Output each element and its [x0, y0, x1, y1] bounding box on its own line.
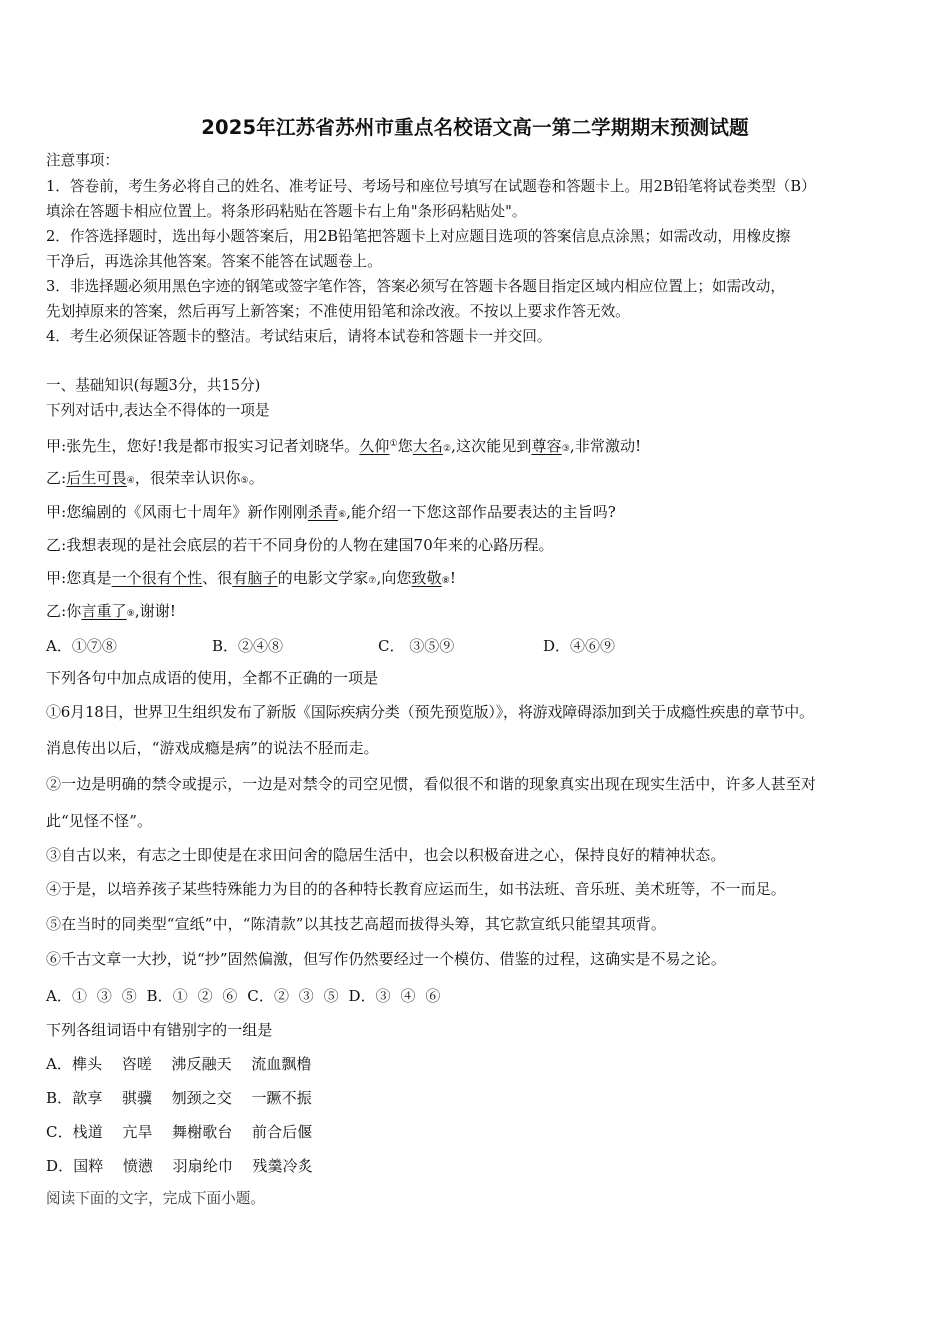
- notice-line: 先划掉原来的答案，然后再写上新答案；不准使用铅笔和涂改液。不按以上要求作答无效。: [46, 303, 630, 320]
- notice-line: 填涂在答题卡相应位置上。将条形码粘贴在答题卡右上角"条形码粘贴处"。: [46, 203, 527, 220]
- option-c: C． ③⑤⑨: [378, 637, 455, 655]
- section-heading: 一、基础知识(每题3分，共15分): [46, 377, 261, 394]
- sentence: ⑥千古文章一大抄，说“抄”固然偏激，但写作仍然要经过一个模仿、借鉴的过程，这确实是不易之论。: [46, 950, 726, 968]
- dialogue-line: 乙:我想表现的是社会底层的若干不同身份的人物在建国70年来的心路历程。: [46, 536, 554, 554]
- sentence: ⑤在当时的同类型“宣纸”中，“陈清款”以其技艺高超而拔得头筹，其它款宣纸只能望其项背。: [46, 915, 666, 933]
- notice-line: 干净后，再选涂其他答案。答案不能答在试题卷上。: [46, 253, 382, 270]
- sentence: 消息传出以后，“游戏成瘾是病”的说法不胫而走。: [46, 739, 379, 757]
- dialogue-line: 乙:后生可畏④，很荣幸认识你⑤。: [46, 469, 264, 487]
- notice-line: 4．考生必须保证答题卡的整洁。考试结束后，请将本试卷和答题卡一并交回。: [46, 328, 552, 345]
- sentence: ①6月18日，世界卫生组织发布了新版《国际疾病分类（预先预览版）》，将游戏障碍添加到关于成瘾性疾患的章节中。: [46, 703, 814, 721]
- word-option: D．国粹 愤懑 羽扇纶巾 残羹冷炙: [46, 1157, 313, 1175]
- word-option: A．榫头 咨嗟 沸反融天 流血飘橹: [46, 1055, 312, 1073]
- dialogue-line: 乙:你言重了⑨,谢谢!: [46, 602, 177, 620]
- option-b: B．②④⑧: [212, 637, 284, 655]
- notice-line: 3．非选择题必须用黑色字迹的钢笔或签字笔作答，答案必须写在答题卡各题目指定区域内相应位置上；如需改动，: [46, 278, 785, 295]
- sentence: ④于是，以培养孩子某些特殊能力为目的的各种特长教育应运而生，如书法班、音乐班、美术班等，不一而足。: [46, 880, 786, 898]
- sentence: 此“见怪不怪”。: [46, 812, 153, 830]
- question-stem: 下列各组词语中有错别字的一组是: [46, 1021, 273, 1039]
- notice-heading: 注意事项：: [46, 152, 119, 169]
- notice-line: 1．答卷前，考生务必将自己的姓名、准考证号、考场号和座位号填写在试题卷和答题卡上。用2B铅笔将试卷类型（B）: [46, 178, 816, 195]
- dialogue-line: 甲:张先生，您好!我是都市报实习记者刘晓华。久仰①您大名②,这次能见到尊容③,非常激动!: [46, 437, 642, 455]
- dialogue-line: 甲:您编剧的《风雨七十周年》新作刚刚杀青⑥,能介绍一下您这部作品要表达的主旨吗?: [46, 503, 616, 521]
- option-a: A．①⑦⑧: [46, 637, 117, 655]
- sentence: ③自古以来，有志之士即使是在求田问舍的隐居生活中，也会以积极奋进之心，保持良好的精神状态。: [46, 846, 726, 864]
- word-option: C．栈道 亢旱 舞榭歌台 前合后偃: [46, 1123, 313, 1141]
- dialogue-line: 甲:您真是一个很有个性、很有脑子的电影文学家⑦,向您致敬⑧!: [46, 569, 457, 587]
- word-option: B．歆享 骐骥 刎颈之交 一蹶不振: [46, 1089, 312, 1107]
- answer-options: A．① ③ ⑤ B．① ② ⑥ C．② ③ ⑤ D．③ ④ ⑥: [46, 987, 441, 1005]
- question-stem: 下列对话中,表达全不得体的一项是: [46, 402, 270, 419]
- reading-instruction: 阅读下面的文字，完成下面小题。: [46, 1190, 265, 1207]
- question-stem: 下列各句中加点成语的使用，全都不正确的一项是: [46, 669, 379, 687]
- notice-line: 2．作答选择题时，选出每小题答案后，用2B铅笔把答题卡上对应题目选项的答案信息点涂黑；如需改动，用橡皮擦: [46, 228, 791, 245]
- page-title: 2025年江苏省苏州市重点名校语文高一第二学期期末预测试题: [201, 116, 749, 139]
- sentence: ②一边是明确的禁令或提示，一边是对禁令的司空见惯，看似很不和谐的现象真实出现在现实生活中，许多人甚至对: [46, 775, 817, 793]
- option-d: D．④⑥⑨: [543, 637, 616, 655]
